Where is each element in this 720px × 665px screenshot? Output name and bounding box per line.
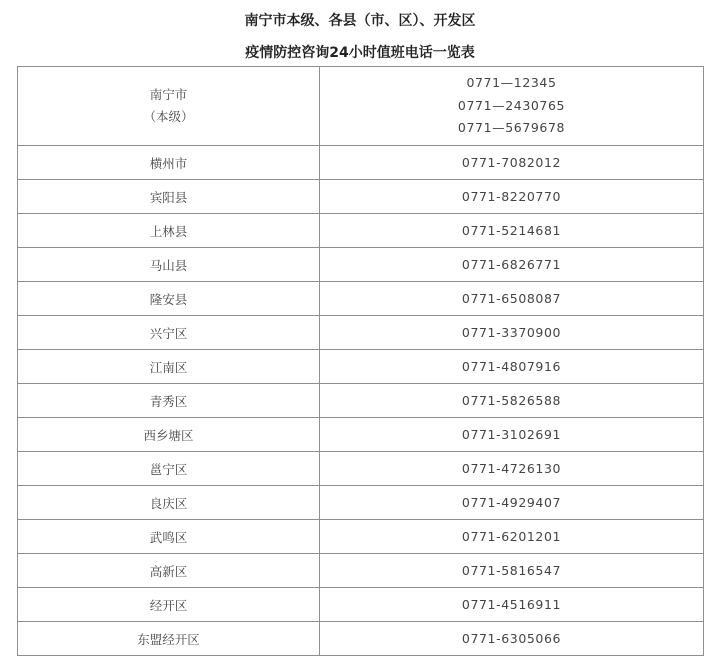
table-row <box>18 248 704 282</box>
region-cell: 青秀区 <box>18 384 320 418</box>
table-row <box>18 452 704 486</box>
table-row <box>18 146 704 180</box>
region-cell: 兴宁区 <box>18 316 320 350</box>
phone-cell: 0771-6826771 <box>320 248 704 282</box>
document-title-line-2: 疫情防控咨询24小时值班电话一览表 <box>245 45 475 61</box>
phone-cell: 0771-3102691 <box>320 418 704 452</box>
region-cell: 东盟经开区 <box>18 622 320 656</box>
hotline-table-body <box>18 67 704 656</box>
region-name: 南宁市 <box>149 86 188 102</box>
table-row <box>18 214 704 248</box>
region-cell: 上林县 <box>18 214 320 248</box>
table-row <box>18 622 704 656</box>
phone-cell <box>320 67 704 146</box>
table-row <box>18 554 704 588</box>
region-cell: 良庆区 <box>18 486 320 520</box>
phone-cell: 0771-4929407 <box>320 486 704 520</box>
phone-cell: 0771-4516911 <box>320 588 704 622</box>
phone-cell: 0771-5816547 <box>320 554 704 588</box>
table-row <box>18 588 704 622</box>
region-cell: 武鸣区 <box>18 520 320 554</box>
table-row <box>18 418 704 452</box>
document-title-line-1: 南宁市本级、各县（市、区）、开发区 <box>244 13 476 29</box>
region-cell: 横州市 <box>18 146 320 180</box>
table-row <box>18 384 704 418</box>
region-cell: 隆安县 <box>18 282 320 316</box>
region-cell: 经开区 <box>18 588 320 622</box>
phone-cell: 0771-3370900 <box>320 316 704 350</box>
phone-cell: 0771-7082012 <box>320 146 704 180</box>
phone-cell: 0771-8220770 <box>320 180 704 214</box>
region-cell: 江南区 <box>18 350 320 384</box>
phone-cell: 0771-5826588 <box>320 384 704 418</box>
phone-cell: 0771-5214681 <box>320 214 704 248</box>
table-row <box>18 350 704 384</box>
table-row <box>18 282 704 316</box>
table-row <box>18 180 704 214</box>
phone-cell: 0771-6305066 <box>320 622 704 656</box>
table-row <box>18 486 704 520</box>
phone-cell: 0771-6508087 <box>320 282 704 316</box>
table-row <box>18 316 704 350</box>
region-cell: 马山县 <box>18 248 320 282</box>
phone-cell: 0771-4726130 <box>320 452 704 486</box>
hotline-table <box>17 66 704 656</box>
region-cell <box>18 67 320 146</box>
table-row <box>18 67 704 146</box>
region-cell: 宾阳县 <box>18 180 320 214</box>
phone-number: 0771—12345 <box>466 75 557 91</box>
phone-number: 0771—5679678 <box>457 120 566 136</box>
phone-cell: 0771-6201201 <box>320 520 704 554</box>
phone-cell: 0771-4807916 <box>320 350 704 384</box>
phone-number: 0771—2430765 <box>457 97 566 113</box>
region-cell: 高新区 <box>18 554 320 588</box>
table-row <box>18 520 704 554</box>
region-cell: 西乡塘区 <box>18 418 320 452</box>
region-cell: 邕宁区 <box>18 452 320 486</box>
region-note: （本级） <box>143 109 194 124</box>
